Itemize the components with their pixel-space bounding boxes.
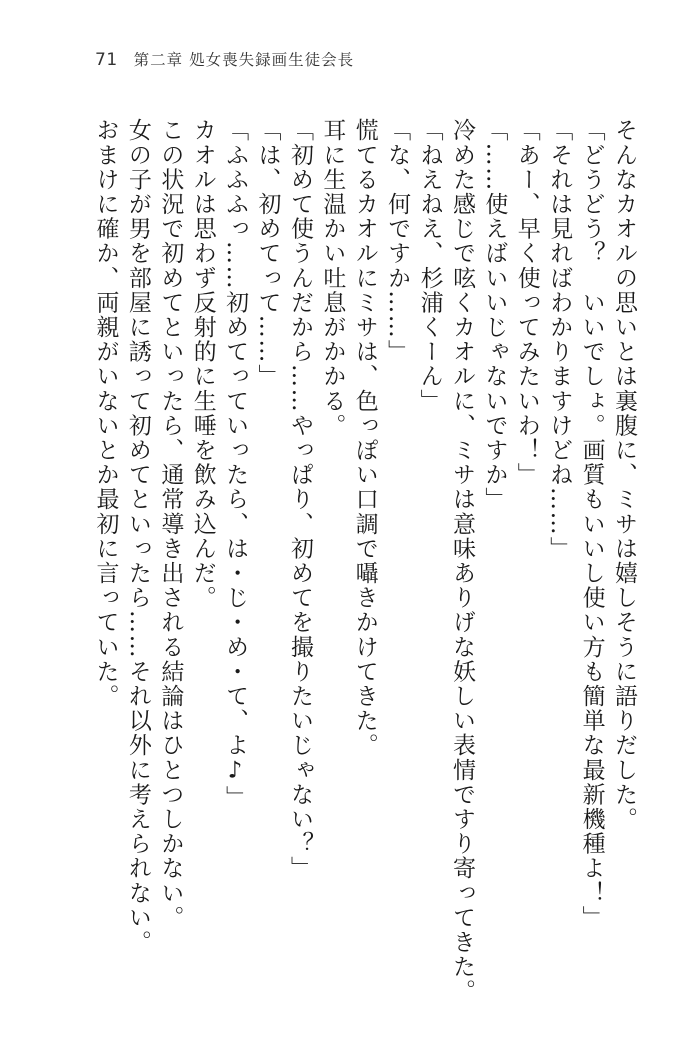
text-line: 耳に生温かい吐息がかかる。 [319,118,346,438]
vertical-body-text [89,118,640,1018]
text-line: 「それは見ればわかりますけどね……」 [546,118,573,561]
page-number: 71 [95,50,118,70]
text-line: おまけに確か、両親がいないとか最初に言っていた。 [92,118,119,709]
text-line: 冷めた感じで呟くカオルに、ミサは意味ありげな妖しい表情ですり寄ってきた。 [448,118,475,1004]
text-line: この状況で初めてといったら、通常導き出される結論はひとつしかない。 [157,118,184,930]
text-line: 「……使えばいいじゃないですか」 [481,118,508,512]
text-line: 慌てるカオルにミサは、色っぽい口調で囁きかけてきた。 [351,118,378,758]
text-line: 「あー、早く使ってみたいわ！」 [513,118,540,487]
text-line: 「は、初めてって……」 [254,118,281,389]
running-head: 第二章 処女喪失録画生徒会長 [133,51,355,69]
text-line: 「な、何ですか……」 [384,118,411,364]
text-line: 「ふふふっ……初めてっていったら、は・じ・め・て、よ♪」 [222,118,249,810]
page-header [95,48,354,70]
text-line: そんなカオルの思いとは裏腹に、ミサは嬉しそうに語りだした。 [611,118,637,832]
text-line: カオルは思わず反射的に生唾を飲み込んだ。 [189,118,216,610]
text-line: 女の子が男を部屋に誘って初めてといったら……それ以外に考えられない。 [124,118,151,955]
text-line: 「ねえねえ、杉浦くーん」 [416,118,443,414]
text-line: 「初めて使うんだから……やっぱり、初めてを撮りたいじゃない？」 [286,118,313,881]
text-line: 「どうどう？ いいでしょ。画質もいいし使い方も簡単な最新機種よ！」 [578,118,605,930]
